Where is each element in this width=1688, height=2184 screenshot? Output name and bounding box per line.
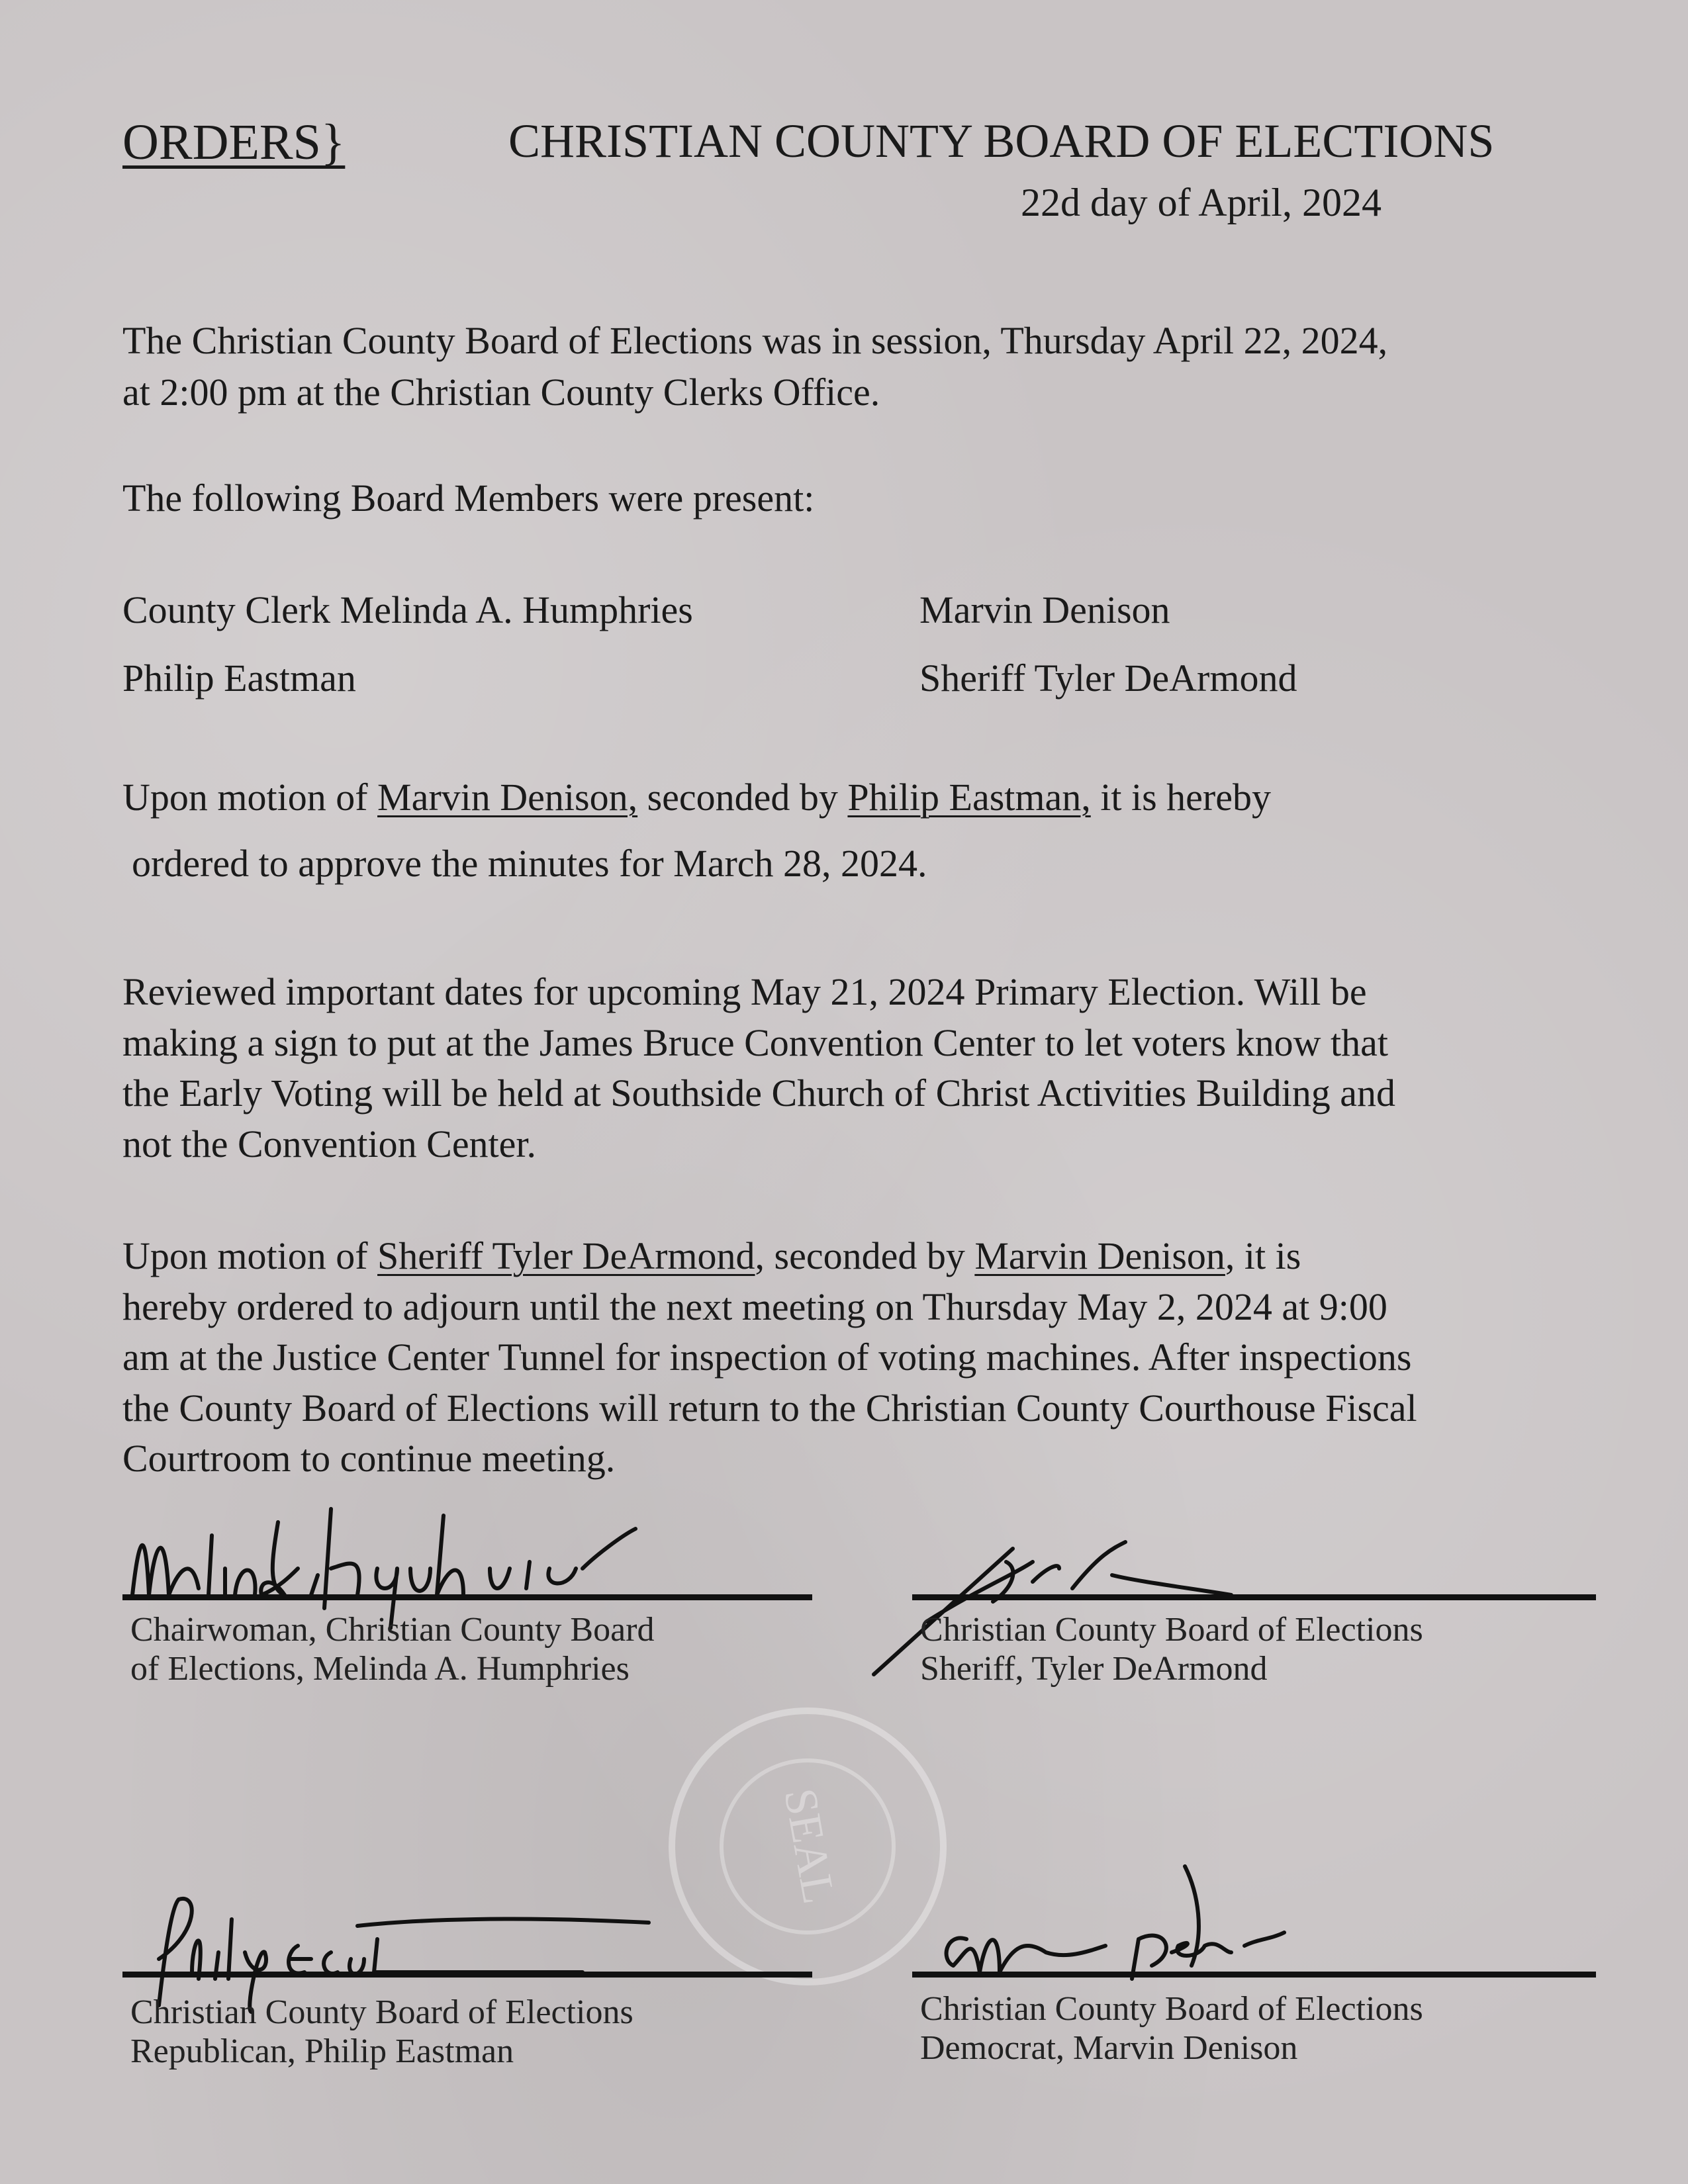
text-line: The Christian County Board of Elections was in session, Thursday April 22, 2024, xyxy=(122,319,1388,362)
signatory-dearmond xyxy=(920,1610,1423,1688)
signature-eastman xyxy=(119,1880,715,2012)
signatory-name: Democrat, Marvin Denison xyxy=(920,2029,1298,2067)
signatory-name: Sheriff, Tyler DeArmond xyxy=(920,1650,1268,1688)
text-line: hereby ordered to adjourn until the next meeting on Thursday May 2, 2024 at 9:00 xyxy=(122,1285,1387,1328)
text: seconded by xyxy=(637,776,848,819)
seconder-name: Philip Eastman, xyxy=(847,776,1091,819)
seconder-name: Marvin Denison xyxy=(974,1234,1225,1277)
signatory-title: Chairwoman, Christian County Board xyxy=(130,1611,655,1649)
review-paragraph xyxy=(122,967,1395,1169)
motion-approve-minutes xyxy=(122,764,1271,897)
text-line: ordered to approve the minutes for March 28, 2024. xyxy=(132,842,927,885)
signatory-title: Christian County Board of Elections xyxy=(920,1611,1423,1649)
text-line: Reviewed important dates for upcoming May 21, 2024 Primary Election. Will be xyxy=(122,970,1367,1013)
mover-name: Marvin Denison, xyxy=(377,776,638,819)
signature-line xyxy=(912,1972,1596,1978)
signatory-denison xyxy=(920,1989,1423,2068)
document-date: 22d day of April, 2024 xyxy=(1021,181,1382,224)
signatory-title: Christian County Board of Elections xyxy=(130,1993,633,2031)
text-line: am at the Justice Center Tunnel for inspection of voting machines. After inspections xyxy=(122,1336,1412,1379)
text: Upon motion of xyxy=(122,776,378,819)
text: it is hereby xyxy=(1090,776,1271,819)
signatory-title: Christian County Board of Elections xyxy=(920,1990,1423,2028)
text-line: the Early Voting will be held at Southside Church of Christ Activities Building and xyxy=(122,1071,1395,1115)
document-title: CHRISTIAN COUNTY BOARD OF ELECTIONS xyxy=(508,114,1495,167)
svg-text:SEAL: SEAL xyxy=(774,1784,845,1908)
motion-adjourn xyxy=(122,1231,1417,1484)
orders-label: ORDERS} xyxy=(122,114,346,170)
text: , seconded by xyxy=(755,1234,975,1277)
signature-line xyxy=(912,1594,1596,1600)
mover-name: Sheriff Tyler DeArmond xyxy=(377,1234,755,1277)
signature-line xyxy=(122,1594,812,1600)
text: Upon motion of xyxy=(122,1234,378,1277)
text: , it is xyxy=(1225,1234,1301,1277)
member-dearmond: Sheriff Tyler DeArmond xyxy=(919,657,1297,700)
signature-line xyxy=(122,1972,812,1978)
present-intro: The following Board Members were present: xyxy=(122,477,815,520)
member-humphries: County Clerk Melinda A. Humphries xyxy=(122,588,693,631)
session-paragraph xyxy=(122,315,1387,418)
signatory-humphries xyxy=(130,1610,654,1688)
text-line: Courtroom to continue meeting. xyxy=(122,1437,616,1480)
signatory-eastman xyxy=(130,1993,633,2071)
signatory-name: of Elections, Melinda A. Humphries xyxy=(130,1650,630,1688)
text-line: the County Board of Elections will return to the Christian County Courthouse Fiscal xyxy=(122,1386,1417,1430)
signatory-name: Republican, Philip Eastman xyxy=(130,2032,514,2070)
signature-humphries xyxy=(119,1496,781,1628)
text-line: not the Convention Center. xyxy=(122,1122,537,1165)
text-line: making a sign to put at the James Bruce Convention Center to let voters know that xyxy=(122,1021,1389,1064)
member-denison: Marvin Denison xyxy=(919,588,1170,631)
text-line: at 2:00 pm at the Christian County Clerks Office. xyxy=(122,371,880,414)
member-eastman: Philip Eastman xyxy=(122,657,356,700)
